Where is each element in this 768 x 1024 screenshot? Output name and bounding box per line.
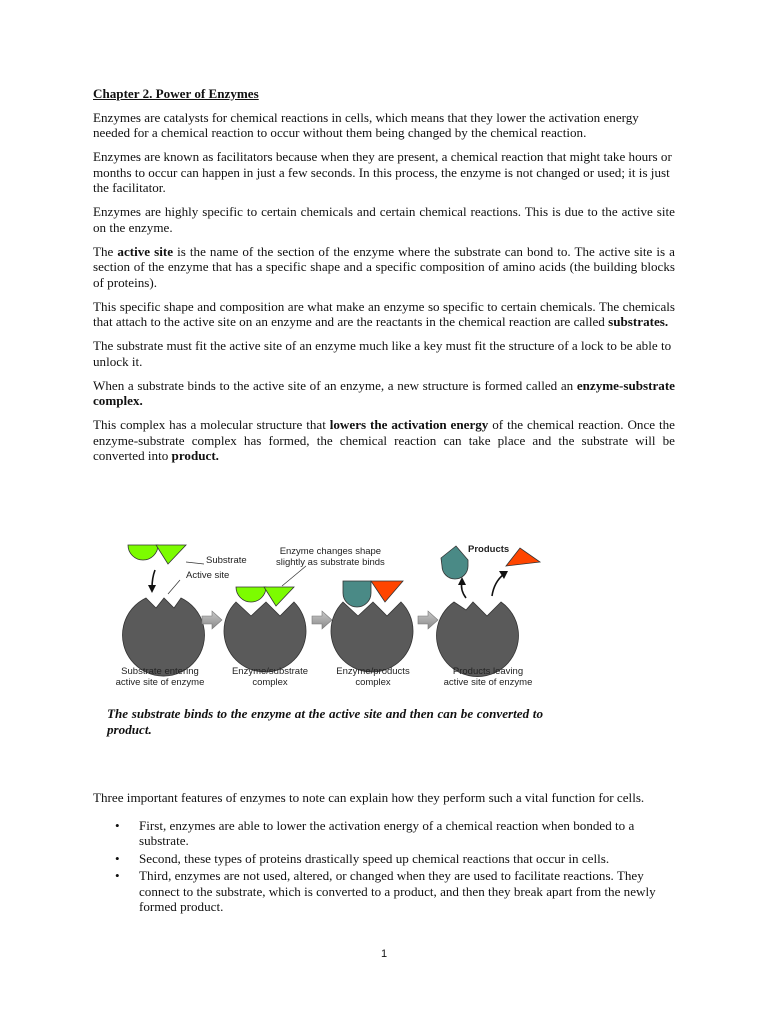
label-stage-2-line-2: complex — [252, 677, 288, 688]
p4-text-c: is the name of the section of the enzyme where the substrate can bond to. The active site is a section of the enzyme that has a specific shape and a specific composition of amino acids (the building blocks of proteins). — [93, 243, 675, 290]
label-stage-2-line-1: Enzyme/substrate — [231, 666, 309, 677]
enzyme-stage-2 — [224, 602, 306, 672]
substrate-pointer-line — [186, 562, 204, 564]
term-active-site: active site — [117, 243, 174, 259]
label-stage-3-line-2: complex — [355, 677, 391, 688]
paragraph-7 — [93, 378, 675, 409]
label-stage-1 — [110, 666, 210, 688]
p8-text-c: of the chemical reaction. Once the enzyme-substrate complex has formed, the chemical reaction can take place and the substrate will be converted into — [93, 417, 675, 463]
enzyme-diagram — [108, 540, 548, 700]
bound-substrate-semicircle-icon — [236, 587, 266, 602]
paragraph-1: Enzymes are catalysts for chemical reactions in cells, which means that they lower the activation energy needed for a chemical reaction to occur without them being changed by the chemical reaction. — [93, 109, 639, 140]
label-stage-2 — [220, 666, 320, 688]
product-teal-icon — [343, 581, 371, 607]
bullet-icon: • — [115, 850, 120, 866]
substrate-semicircle-icon — [128, 545, 158, 560]
label-shape-change-line-1: Enzyme changes shape — [279, 546, 382, 557]
paragraph-5 — [93, 299, 675, 330]
enzyme-stage-1 — [122, 598, 204, 676]
enzyme-stage-3 — [331, 602, 413, 672]
active-site-pointer-line — [168, 580, 180, 594]
paragraph-6: The substrate must fit the active site of an enzyme much like a key must fit the structure of a lock to be able to unlock it. — [93, 338, 672, 369]
term-substrates: substrates. — [608, 314, 669, 329]
label-stage-4 — [438, 666, 538, 688]
features-intro: Three important features of enzymes to note can explain how they perform such a vital function for cells. — [93, 790, 645, 805]
bullet-icon: • — [115, 868, 120, 883]
features-list — [93, 818, 675, 915]
p4-text-a: The — [93, 243, 118, 259]
p8-text-a: This complex has a molecular structure that — [93, 417, 330, 432]
document-body — [93, 86, 675, 472]
arrowhead-icon — [148, 585, 156, 593]
list-item-text: Second, these types of proteins drastically speed up chemical reactions that occur in cells. — [139, 850, 610, 866]
list-item-text: First, enzymes are able to lower the activation energy of a chemical reaction when bonded to a substrate. — [139, 817, 635, 848]
label-stage-3-line-1: Enzyme/products — [336, 666, 410, 677]
released-product-teal-icon — [441, 546, 468, 579]
paragraph-8 — [93, 417, 675, 464]
step-arrow-icon — [312, 611, 332, 629]
label-products: Products — [468, 544, 510, 555]
features-section — [93, 790, 675, 917]
bound-substrate-triangle-icon — [264, 587, 294, 606]
label-stage-3 — [323, 666, 423, 688]
term-lowers-activation-energy: lowers the activation energy — [329, 417, 489, 432]
p5-text-a: This specific shape and composition are what make an enzyme so specific to certain chemicals. The chemicals that attach to the active site on an enzyme and are the reactants in the chemical reaction are called — [93, 298, 675, 329]
curved-arrow-up-right-icon — [492, 574, 504, 596]
page-number: 1 — [380, 948, 388, 960]
label-stage-1-line-2: active site of enzyme — [115, 677, 205, 688]
substrate-triangle-icon — [156, 545, 186, 564]
term-product: product. — [171, 448, 219, 463]
released-product-red-triangle-icon — [506, 548, 540, 566]
label-active-site: Active site — [186, 570, 230, 581]
paragraph-2: Enzymes are known as facilitators because when they are present, a chemical reaction that might take hours or months to occur can happen in just a few seconds. In this process, the enzyme is not changed or used; it is just the facilitator. — [93, 149, 672, 195]
label-shape-change — [276, 546, 385, 568]
step-arrow-icon — [418, 611, 438, 629]
label-shape-change-line-2: slightly as substrate binds — [276, 557, 385, 568]
paragraph-4 — [93, 244, 675, 291]
list-item — [93, 851, 675, 867]
bullet-icon: • — [115, 817, 120, 833]
chapter-title: Chapter 2. Power of Enzymes — [93, 86, 259, 101]
shape-change-pointer-line — [282, 566, 306, 586]
term-enzyme-substrate-complex: enzyme-substrate complex. — [93, 377, 675, 408]
product-red-triangle-icon — [371, 581, 403, 602]
label-substrate: Substrate — [206, 555, 247, 566]
figure-caption: The substrate binds to the enzyme at the active site and then can be converted to product. — [107, 706, 543, 737]
list-item — [93, 868, 675, 915]
label-stage-4-line-1: Products leaving — [452, 666, 524, 677]
label-stage-1-line-1: Substrate entering — [121, 666, 199, 677]
p7-text-a: When a substrate binds to the active site of an enzyme, a new structure is formed called an — [93, 377, 577, 393]
step-arrow-icon — [202, 611, 222, 629]
label-stage-4-line-2: active site of enzyme — [443, 677, 533, 688]
paragraph-3: Enzymes are highly specific to certain chemicals and certain chemical reactions. This is due to the active site on the enzyme. — [93, 204, 675, 235]
list-item — [93, 818, 675, 849]
list-item-text: Third, enzymes are not used, altered, or changed when they are used to facilitate reactions. They connect to the substrate, which is converted to a product, and then they break apart from the newly formed product. — [139, 868, 656, 914]
